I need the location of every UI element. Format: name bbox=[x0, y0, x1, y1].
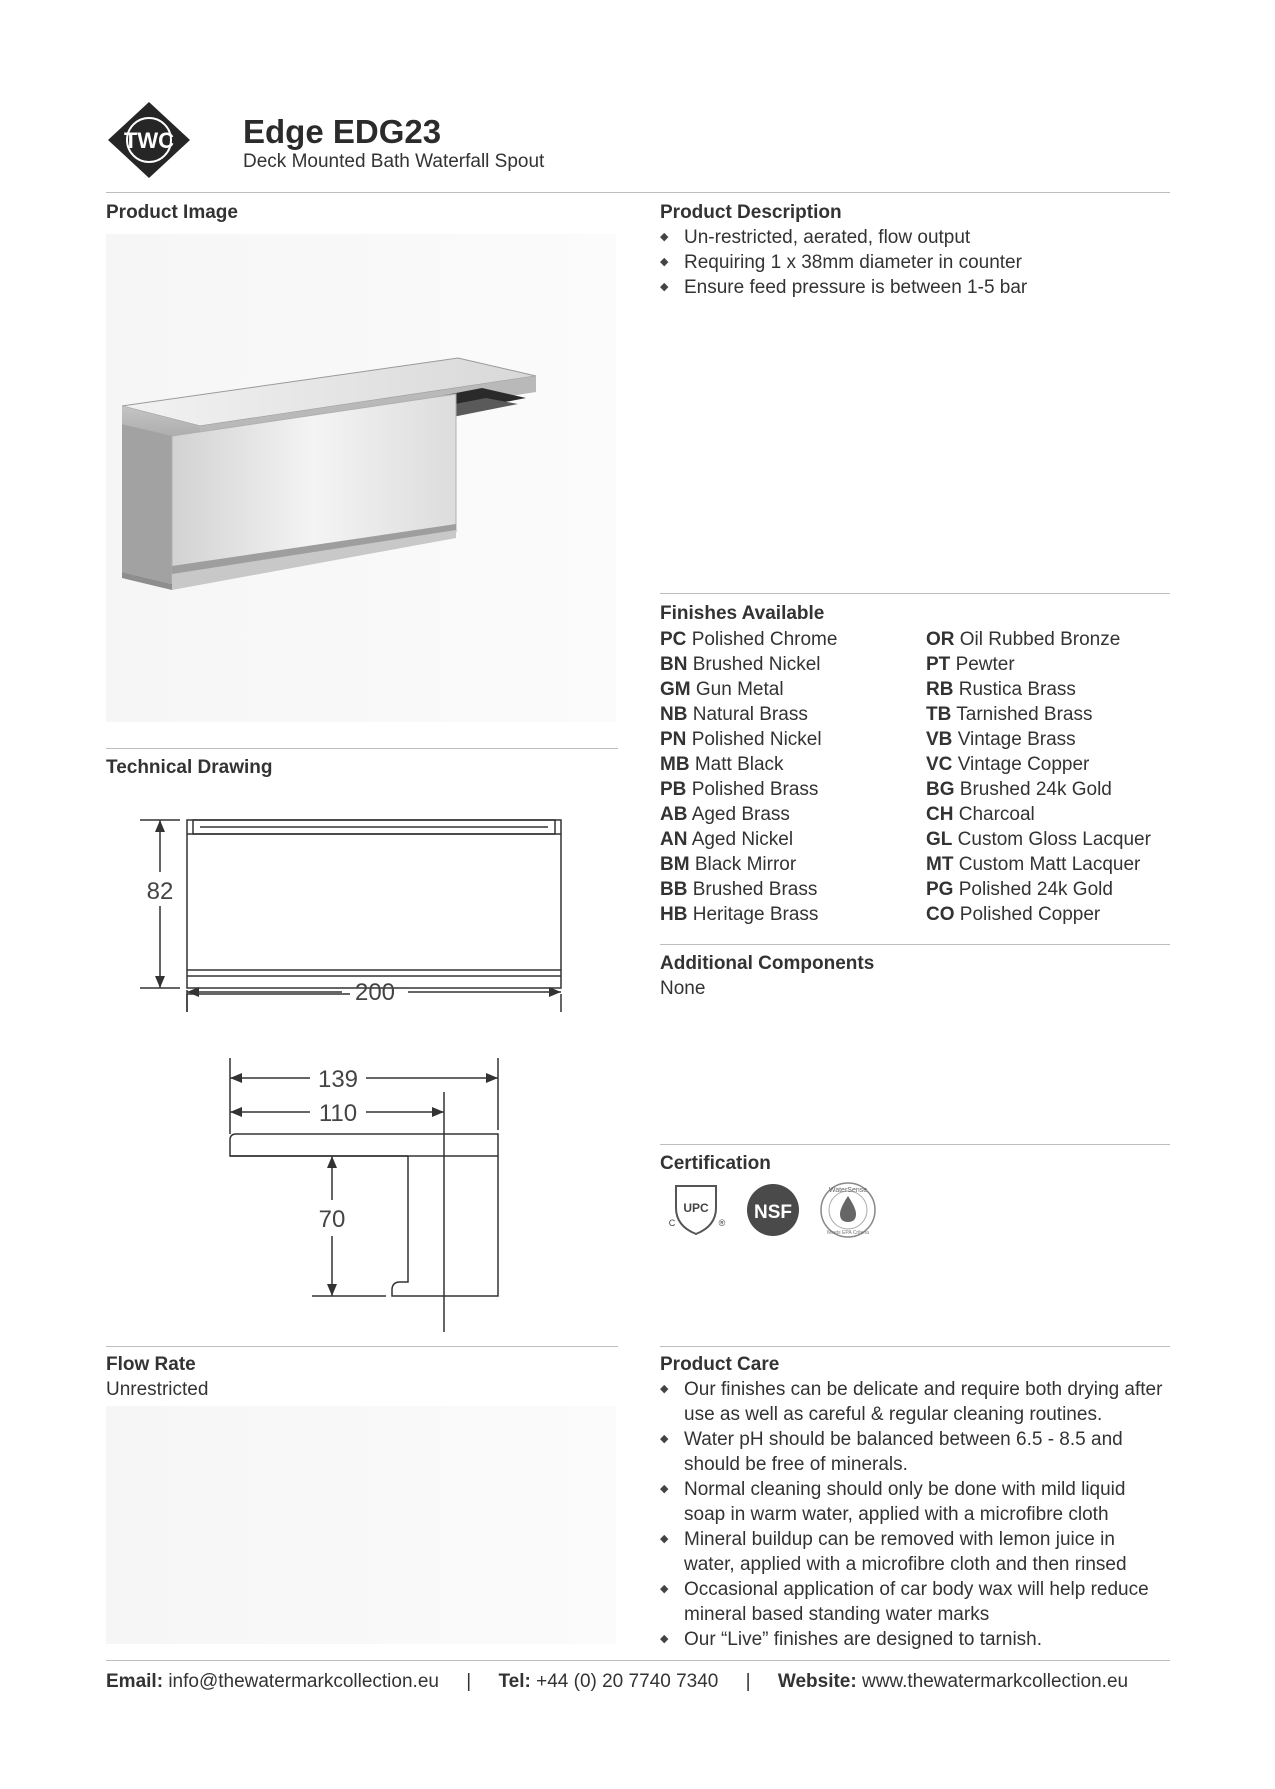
footer-tel-link[interactable]: +44 (0) 20 7740 7340 bbox=[536, 1671, 719, 1692]
dim-front-width: 200 bbox=[354, 979, 396, 1006]
page-subtitle: Deck Mounted Bath Waterfall Spout bbox=[243, 151, 545, 172]
finish-item: MT Custom Matt Lacquer bbox=[926, 854, 1141, 875]
care-item: ◆ Our finishes can be delicate and require both drying after use as well as careful & regular cleaning routines. bbox=[660, 1377, 1170, 1427]
flow-rate-title: Flow Rate bbox=[106, 1354, 196, 1375]
twc-logo-icon bbox=[106, 100, 192, 180]
finish-item: HB Heritage Brass bbox=[660, 904, 819, 925]
flow-rate-value: Unrestricted bbox=[106, 1379, 209, 1400]
dim-front-height: 82 bbox=[146, 878, 174, 905]
svg-text:UPC: UPC bbox=[683, 1201, 709, 1215]
finishes-title: Finishes Available bbox=[660, 603, 825, 624]
certification-title: Certification bbox=[660, 1153, 771, 1174]
certification-badges bbox=[660, 1178, 900, 1250]
certification-divider bbox=[660, 1346, 1170, 1347]
components-divider bbox=[660, 1144, 1170, 1145]
dim-side-height: 70 bbox=[318, 1206, 346, 1233]
product-care-list bbox=[660, 1377, 1170, 1652]
watersense-cert-icon bbox=[821, 1183, 875, 1237]
care-item: ◆ Normal cleaning should only be done with mild liquid soap in warm water, applied with a microfibre cloth bbox=[660, 1477, 1170, 1527]
product-care-title: Product Care bbox=[660, 1354, 780, 1375]
product-description-title: Product Description bbox=[660, 202, 842, 223]
finish-item: NB Natural Brass bbox=[660, 704, 808, 725]
header-divider bbox=[106, 192, 1170, 193]
technical-drawing-title: Technical Drawing bbox=[106, 757, 273, 778]
footer-contact bbox=[106, 1671, 1128, 1693]
footer-tel-label: Tel: bbox=[498, 1671, 531, 1692]
finish-item: OR Oil Rubbed Bronze bbox=[926, 629, 1121, 650]
description-item: ◆ Requiring 1 x 38mm diameter in counter bbox=[660, 250, 1170, 275]
footer-separator: | bbox=[745, 1671, 751, 1692]
finish-item: BB Brushed Brass bbox=[660, 879, 818, 900]
finish-item: PG Polished 24k Gold bbox=[926, 879, 1113, 900]
footer-web-label: Website: bbox=[777, 1671, 857, 1692]
care-item: ◆ Occasional application of car body wax will help reduce mineral based standing water marks bbox=[660, 1577, 1170, 1627]
product-image-area bbox=[106, 234, 616, 722]
footer-separator: | bbox=[466, 1671, 472, 1692]
svg-text:WaterSense: WaterSense bbox=[828, 1187, 868, 1194]
footer-web-link[interactable]: www.thewatermarkcollection.eu bbox=[861, 1671, 1129, 1692]
finish-item: TB Tarnished Brass bbox=[926, 704, 1093, 725]
product-description-list bbox=[660, 225, 1170, 300]
upc-cert-icon bbox=[669, 1186, 726, 1234]
footer-email-label: Email: bbox=[106, 1671, 164, 1692]
additional-components-title: Additional Components bbox=[660, 953, 875, 974]
finishes-divider bbox=[660, 944, 1170, 945]
finish-item: CO Polished Copper bbox=[926, 904, 1101, 925]
finishes-column-right bbox=[926, 627, 1151, 927]
finish-item: BN Brushed Nickel bbox=[660, 654, 821, 675]
logo-text: TWC bbox=[123, 128, 175, 153]
dim-side-depth-spout: 110 bbox=[318, 1100, 358, 1127]
finishes-column-left bbox=[660, 627, 837, 927]
flow-rate-area bbox=[106, 1406, 616, 1644]
finish-item: RB Rustica Brass bbox=[926, 679, 1076, 700]
finish-item: BG Brushed 24k Gold bbox=[926, 779, 1112, 800]
finish-item: VB Vintage Brass bbox=[926, 729, 1076, 750]
image-divider bbox=[106, 748, 618, 749]
brand-logo bbox=[106, 100, 192, 180]
finish-item: PB Polished Brass bbox=[660, 779, 819, 800]
technical-drawing-front bbox=[130, 800, 570, 1020]
svg-text:NSF: NSF bbox=[754, 1202, 792, 1223]
drawing-divider bbox=[106, 1346, 618, 1347]
footer-divider bbox=[106, 1660, 1170, 1661]
finish-item: BM Black Mirror bbox=[660, 854, 797, 875]
finish-item: AB Aged Brass bbox=[660, 804, 790, 825]
nsf-cert-icon bbox=[747, 1184, 799, 1236]
finish-item: VC Vintage Copper bbox=[926, 754, 1090, 775]
finish-item: GL Custom Gloss Lacquer bbox=[926, 829, 1151, 850]
description-item: ◆ Un-restricted, aerated, flow output bbox=[660, 225, 1170, 250]
care-item: ◆ Mineral buildup can be removed with lemon juice in water, applied with a microfibre cloth and then rinsed bbox=[660, 1527, 1170, 1577]
dim-side-depth-total: 139 bbox=[317, 1066, 359, 1093]
additional-components-value: None bbox=[660, 978, 706, 999]
care-item: ◆ Water pH should be balanced between 6.5 - 8.5 and should be free of minerals. bbox=[660, 1427, 1170, 1477]
product-image-title: Product Image bbox=[106, 202, 238, 223]
description-item: ◆ Ensure feed pressure is between 1-5 bar bbox=[660, 275, 1170, 300]
svg-text:®: ® bbox=[718, 1218, 726, 1228]
footer-email-link[interactable]: info@thewatermarkcollection.eu bbox=[168, 1671, 439, 1692]
waterfall-spout-image bbox=[106, 234, 616, 722]
finish-item: PT Pewter bbox=[926, 654, 1015, 675]
finish-item: PC Polished Chrome bbox=[660, 629, 838, 650]
finish-item: CH Charcoal bbox=[926, 804, 1035, 825]
technical-drawing-side bbox=[200, 1050, 520, 1340]
care-item: ◆ Our “Live” finishes are designed to tarnish. bbox=[660, 1627, 1170, 1652]
svg-text:Meets EPA Criteria: Meets EPA Criteria bbox=[827, 1230, 869, 1236]
finish-item: AN Aged Nickel bbox=[660, 829, 794, 850]
finish-item: MB Matt Black bbox=[660, 754, 784, 775]
svg-text:C: C bbox=[668, 1218, 676, 1228]
finish-item: GM Gun Metal bbox=[660, 679, 784, 700]
finish-item: PN Polished Nickel bbox=[660, 729, 822, 750]
page-title: Edge EDG23 bbox=[243, 113, 442, 150]
description-divider bbox=[660, 593, 1170, 594]
